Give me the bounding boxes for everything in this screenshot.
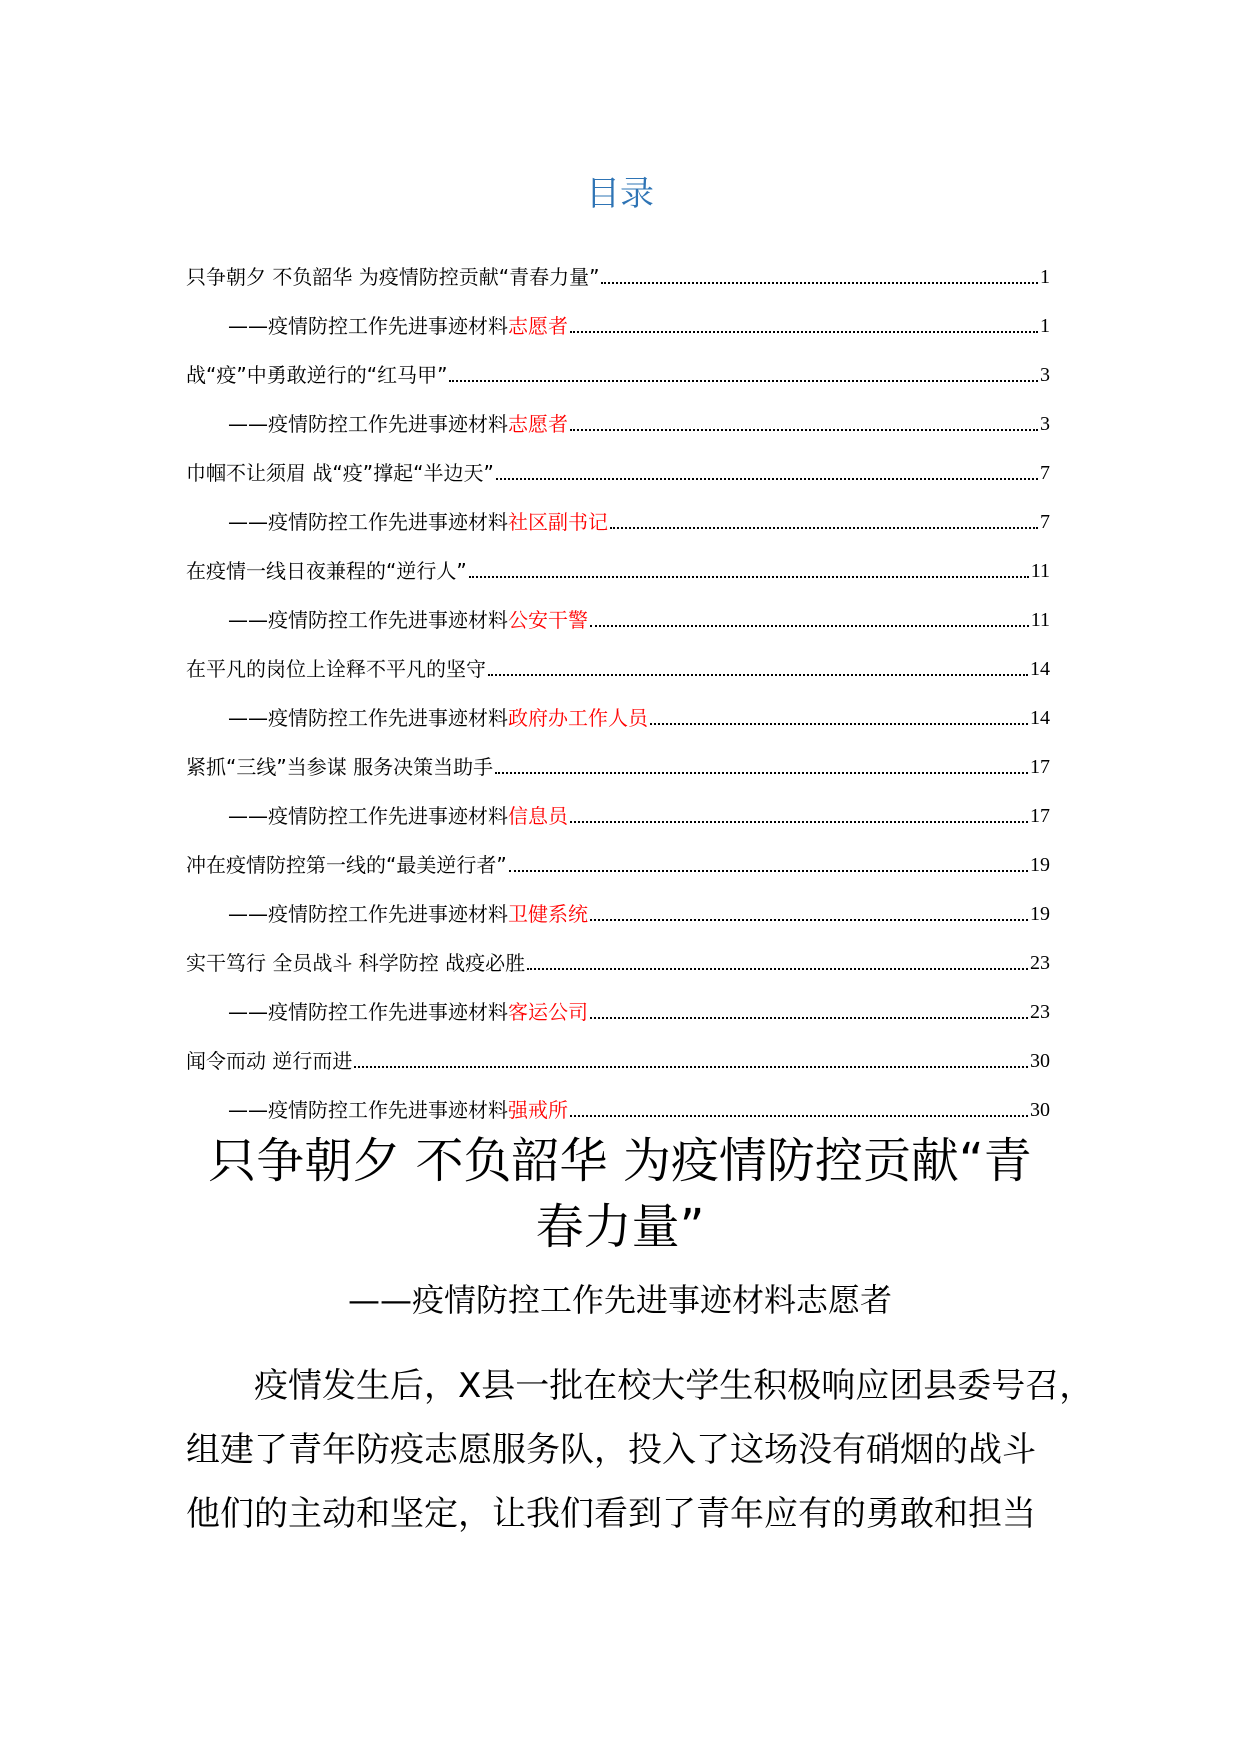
toc-page-number: 1 — [1040, 266, 1050, 288]
toc-entry-text — [228, 606, 588, 634]
toc-entry[interactable] — [186, 438, 1050, 487]
toc-entry-label: ——疫情防控工作先进事迹材料 — [228, 412, 508, 436]
toc-page-number: 30 — [1030, 1050, 1050, 1072]
toc-page-number: 17 — [1030, 756, 1050, 778]
toc-entry-label: 战“疫”中勇敢逆行的“红马甲” — [186, 363, 448, 387]
toc-entry[interactable] — [186, 242, 1050, 291]
toc-entry-text — [186, 263, 599, 291]
toc-dot-leader — [601, 281, 1038, 284]
toc-dot-leader — [469, 575, 1029, 578]
toc-entry-role: 卫健系统 — [508, 902, 588, 926]
toc-entry-label: ——疫情防控工作先进事迹材料 — [228, 1000, 508, 1024]
toc-entry-label: 巾帼不让须眉 战“疫”撑起“半边天” — [186, 461, 494, 485]
toc-dot-leader — [570, 820, 1028, 823]
body-line: 疫情发生后，X县一批在校大学生积极响应团县委号召， — [254, 1366, 1094, 1406]
toc-page-number: 3 — [1040, 413, 1050, 435]
toc-dot-leader — [590, 1016, 1028, 1019]
article-subtitle: ——疫情防控工作先进事迹材料志愿者 — [347, 1281, 892, 1319]
toc-dot-leader — [527, 967, 1028, 970]
article-title-line-1: 只争朝夕 不负韶华 为疫情防控贡献“青 — [208, 1133, 1032, 1189]
toc-entry[interactable] — [186, 536, 1050, 585]
toc-page-number: 19 — [1030, 903, 1050, 925]
toc-entry-text — [228, 312, 568, 340]
toc-entry[interactable] — [186, 340, 1050, 389]
toc-subentry[interactable] — [186, 1075, 1050, 1124]
toc-dot-leader — [610, 526, 1038, 529]
toc-subentry[interactable] — [186, 879, 1050, 928]
toc-entry-text — [186, 459, 494, 487]
toc-entry-text — [186, 655, 486, 683]
toc-entry-text — [186, 1047, 352, 1075]
toc-dot-leader — [488, 673, 1028, 676]
toc-page-number: 19 — [1030, 854, 1050, 876]
toc-entry-label: ——疫情防控工作先进事迹材料 — [228, 314, 508, 338]
toc-dot-leader — [590, 918, 1028, 921]
toc-entry-role: 志愿者 — [508, 412, 568, 436]
toc-entry-role: 客运公司 — [508, 1000, 588, 1024]
toc-entry-label: 在平凡的岗位上诠释不平凡的坚守 — [186, 657, 486, 681]
toc-entry[interactable] — [186, 830, 1050, 879]
toc-subentry[interactable] — [186, 585, 1050, 634]
toc-entry-text — [186, 753, 493, 781]
article-title-line-2: 春力量” — [535, 1199, 705, 1255]
toc-entry[interactable] — [186, 732, 1050, 781]
toc-entry-text — [186, 557, 467, 585]
toc-entry-text — [186, 851, 507, 879]
toc-subentry[interactable] — [186, 389, 1050, 438]
toc-entry[interactable] — [186, 928, 1050, 977]
toc-dot-leader — [650, 722, 1028, 725]
toc-entry-label: 紧抓“三线”当参谋 服务决策当助手 — [186, 755, 494, 779]
toc-entry-label: 只争朝夕 不负韶华 为疫情防控贡献“青春力量” — [186, 265, 600, 289]
toc-page-number: 7 — [1040, 511, 1050, 533]
toc-title: 目录 — [586, 174, 654, 214]
toc-entry-text — [186, 361, 447, 389]
toc-subentry[interactable] — [186, 291, 1050, 340]
toc-page-number: 30 — [1030, 1099, 1050, 1121]
toc-page-number: 1 — [1040, 315, 1050, 337]
toc-entry-label: ——疫情防控工作先进事迹材料 — [228, 510, 508, 534]
toc-entry-label: ——疫情防控工作先进事迹材料 — [228, 1098, 508, 1122]
article-body — [186, 1354, 1094, 1546]
toc-entry-text — [228, 704, 648, 732]
toc-subentry[interactable] — [186, 977, 1050, 1026]
toc-entry-text — [186, 949, 525, 977]
toc-entry-role: 志愿者 — [508, 314, 568, 338]
toc-entry-label: 在疫情一线日夜兼程的“逆行人” — [186, 559, 467, 583]
toc-page-number: 23 — [1030, 1001, 1050, 1023]
toc-entry-text — [228, 1096, 568, 1124]
toc-dot-leader — [496, 477, 1038, 480]
toc-entry[interactable] — [186, 1026, 1050, 1075]
toc-dot-leader — [495, 771, 1028, 774]
toc-entry-text — [228, 998, 588, 1026]
toc-entry-text — [228, 508, 608, 536]
toc-subentry[interactable] — [186, 683, 1050, 732]
toc-entry-role: 强戒所 — [508, 1098, 568, 1122]
article-title — [200, 1128, 1040, 1260]
toc-dot-leader — [449, 379, 1038, 382]
toc-page-number: 14 — [1030, 658, 1050, 680]
toc-dot-leader — [570, 330, 1038, 333]
toc-page-number: 14 — [1030, 707, 1050, 729]
toc-entry-label: ——疫情防控工作先进事迹材料 — [228, 608, 508, 632]
toc-entry-label: ——疫情防控工作先进事迹材料 — [228, 902, 508, 926]
toc-subentry[interactable] — [186, 487, 1050, 536]
toc-entry-label: ——疫情防控工作先进事迹材料 — [228, 706, 508, 730]
toc-entry-text — [228, 410, 568, 438]
toc-entry-label: 闻令而动 逆行而进 — [186, 1049, 353, 1073]
toc-page-number: 11 — [1030, 609, 1050, 631]
toc-entry-role: 社区副书记 — [508, 510, 608, 534]
toc-page-number: 17 — [1030, 805, 1050, 827]
toc-page-number: 11 — [1030, 560, 1050, 582]
toc-dot-leader — [354, 1065, 1028, 1068]
toc-page-number: 7 — [1040, 462, 1050, 484]
toc-subentry[interactable] — [186, 781, 1050, 830]
toc-dot-leader — [570, 1114, 1028, 1117]
toc-entry-role: 信息员 — [508, 804, 568, 828]
toc-entry-text — [228, 802, 568, 830]
body-line: 组建了青年防疫志愿服务队，投入了这场没有硝烟的战斗 — [186, 1430, 1036, 1470]
toc-dot-leader — [509, 869, 1028, 872]
toc-entry-role: 政府办工作人员 — [508, 706, 648, 730]
toc-entry-role: 公安干警 — [508, 608, 588, 632]
toc-dot-leader — [570, 428, 1038, 431]
toc-page-number: 23 — [1030, 952, 1050, 974]
toc-entry-text — [228, 900, 588, 928]
toc-dot-leader — [590, 624, 1029, 627]
toc-entry-label: 冲在疫情防控第一线的“最美逆行者” — [186, 853, 507, 877]
toc-page-number: 3 — [1040, 364, 1050, 386]
toc-entry-label: ——疫情防控工作先进事迹材料 — [228, 804, 508, 828]
toc-entry-label: 实干笃行 全员战斗 科学防控 战疫必胜 — [186, 951, 526, 975]
table-of-contents — [186, 242, 1050, 1124]
toc-entry[interactable] — [186, 634, 1050, 683]
body-line: 他们的主动和坚定，让我们看到了青年应有的勇敢和担当 — [186, 1494, 1036, 1534]
